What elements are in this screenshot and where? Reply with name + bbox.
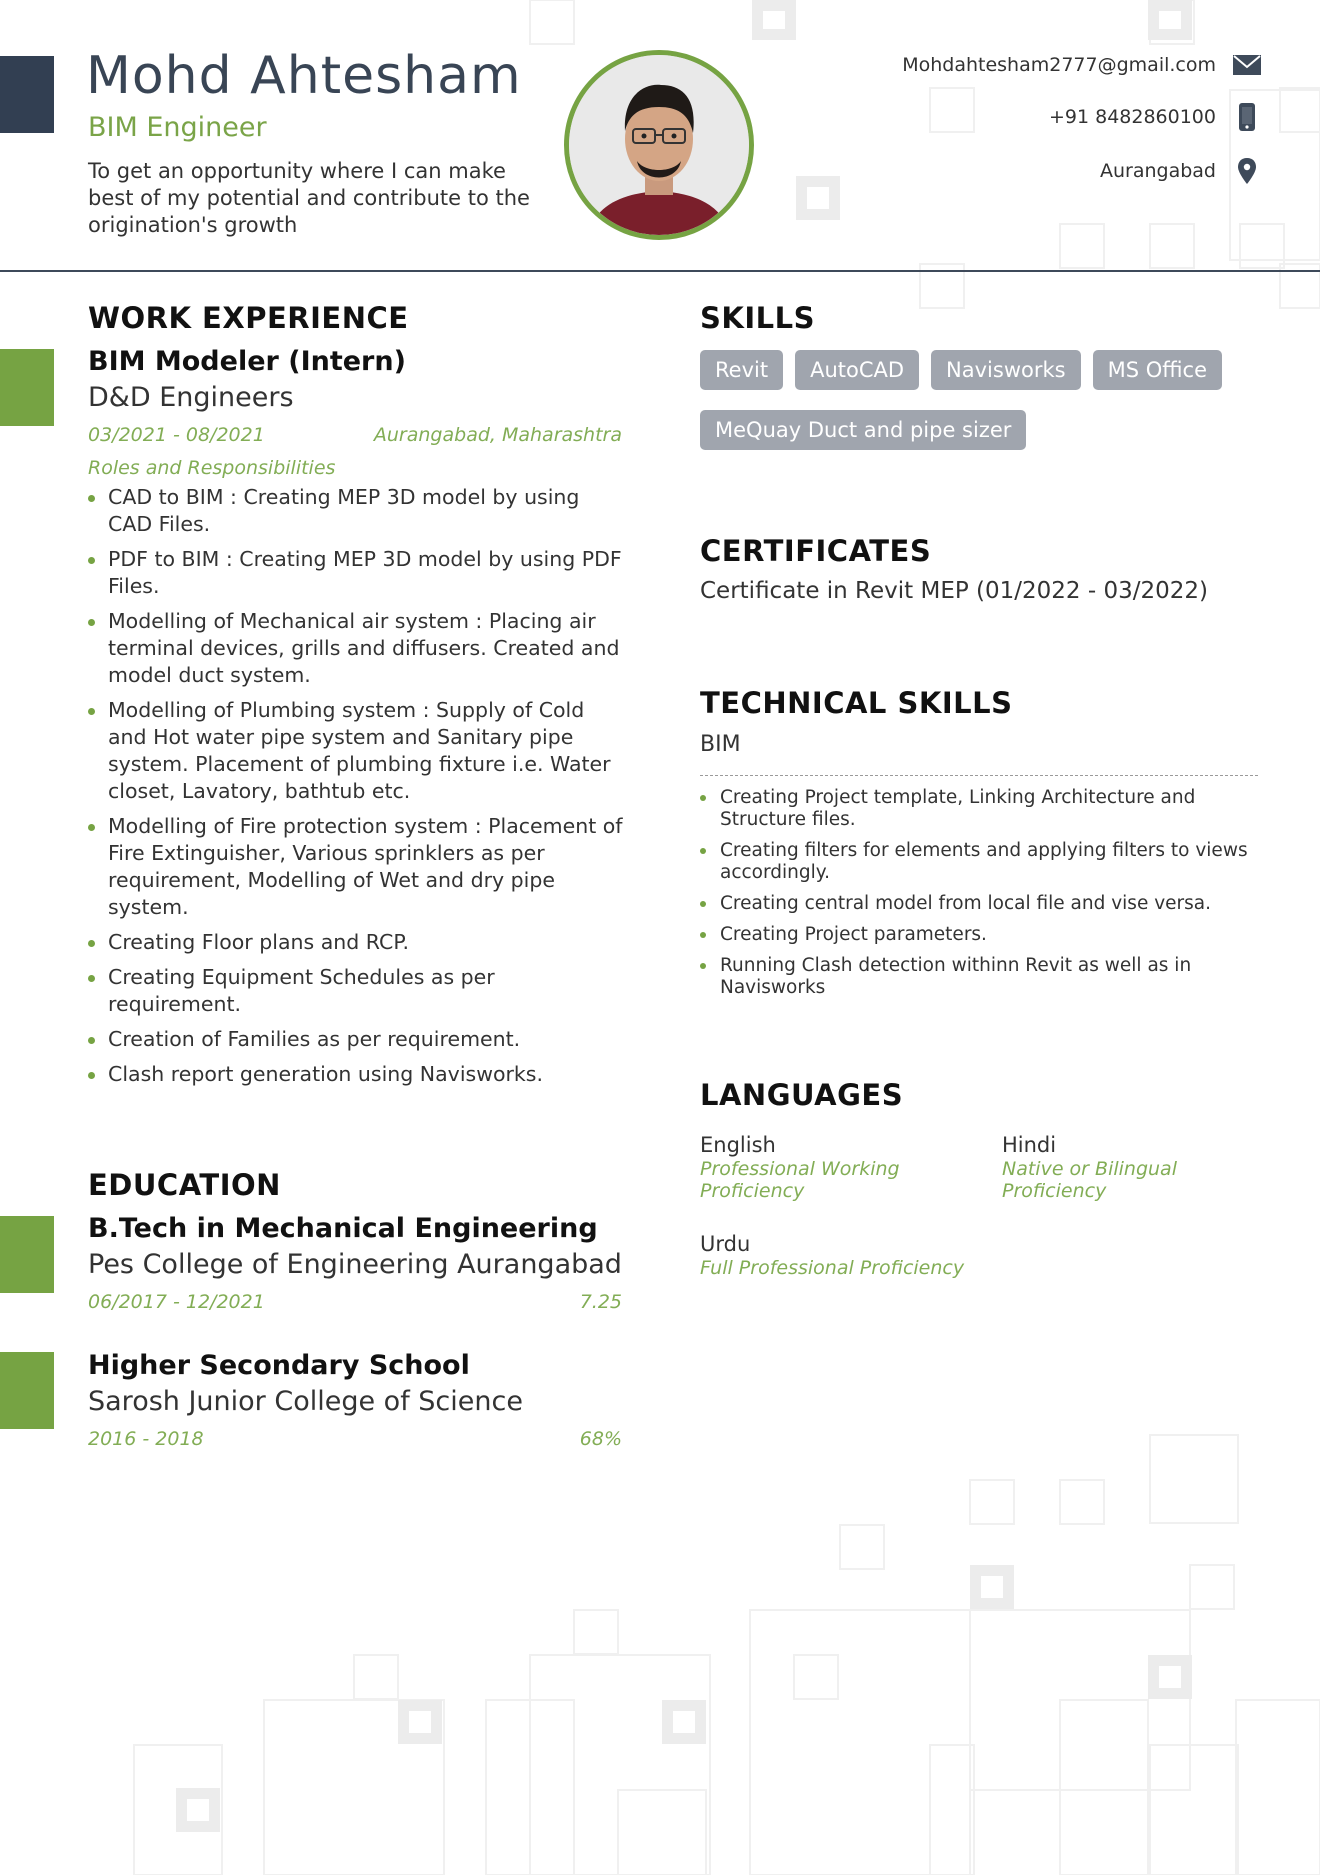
list-item: Creation of Families as per requirement. [88,1026,628,1053]
phone-text[interactable]: +91 8482860100 [1048,106,1216,128]
list-item: Modelling of Mechanical air system : Placing air terminal devices, grills and diffusers. Created and model duct system. [88,608,628,689]
technical-subheading: BIM [700,732,741,757]
language-name: English [700,1133,776,1157]
education-dates-1: 06/2017 - 12/2021 [88,1291,265,1313]
contact-location [842,156,1262,186]
education-meta-1 [88,1291,622,1313]
work-location: Aurangabad, Maharashtra [373,424,622,446]
list-item: Running Clash detection withinn Revit as well as in Navisworks [700,955,1260,999]
work-meta [88,424,622,446]
language-level: Native or Bilingual Proficiency [1002,1158,1177,1202]
skill-chip: MeQuay Duct and pipe sizer [700,410,1026,450]
career-summary: To get an opportunity where I can make best of my potential and contribute to the origination's growth [88,159,530,237]
list-item: Creating Equipment Schedules as per requirement. [88,964,628,1018]
work-accent-bar [0,349,54,426]
skills-chips [700,350,1260,470]
skill-chip: Revit [700,350,783,390]
profile-photo [564,50,754,240]
skills-heading: SKILLS [700,301,815,335]
languages-heading: LANGUAGES [700,1078,904,1112]
skill-chip: Navisworks [931,350,1081,390]
list-item: Creating Floor plans and RCP. [88,929,628,956]
work-dates: 03/2021 - 08/2021 [88,424,265,446]
education-score-1: 7.25 [579,1291,622,1313]
email-text[interactable]: Mohdahtesham2777@gmail.com [902,54,1216,76]
job-title: BIM Engineer [88,112,267,143]
technical-skills-list [700,787,1260,1008]
language-english [700,1132,950,1202]
education-dates-2: 2016 - 2018 [88,1428,204,1450]
language-hindi [1002,1132,1252,1202]
language-name: Urdu [700,1232,751,1256]
list-item: Clash report generation using Navisworks. [88,1061,628,1088]
certificates-heading: CERTIFICATES [700,534,932,568]
education-accent-bar-1 [0,1216,54,1293]
envelope-icon [1232,50,1262,80]
skill-chip: MS Office [1093,350,1222,390]
education-meta-2 [88,1428,622,1450]
certificate-item: Certificate in Revit MEP (01/2022 - 03/2022) [700,578,1209,604]
contact-phone[interactable] [842,102,1262,132]
technical-skills-heading: TECHNICAL SKILLS [700,686,1013,720]
list-item: Creating filters for elements and applying filters to views accordingly. [700,840,1260,884]
roles-label: Roles and Responsibilities [88,457,336,479]
list-item: Creating Project parameters. [700,924,1260,946]
education-score-2: 68% [579,1428,622,1450]
list-item: PDF to BIM : Creating MEP 3D model by using PDF Files. [88,546,628,600]
education-school-2: Sarosh Junior College of Science [88,1386,523,1417]
responsibilities-list [88,484,628,1096]
skill-chip: AutoCAD [795,350,919,390]
language-urdu [700,1231,1030,1279]
list-item: Creating central model from local file and vise versa. [700,893,1260,915]
education-heading: EDUCATION [88,1168,281,1202]
phone-icon [1232,102,1262,132]
language-level: Professional Working Proficiency [700,1158,900,1202]
contact-email[interactable] [842,50,1262,80]
list-item: CAD to BIM : Creating MEP 3D model by using CAD Files. [88,484,628,538]
work-experience-heading: WORK EXPERIENCE [88,301,409,335]
list-item: Modelling of Plumbing system : Supply of Cold and Hot water pipe system and Sanitary pipe system. Placement of plumbing fixture i.e. Water closet, Lavatory, bathtub etc. [88,697,628,805]
technical-divider [700,775,1258,776]
work-role: BIM Modeler (Intern) [88,346,406,377]
candidate-name: Mohd Ahtesham [86,46,522,106]
header-accent-bar [0,56,54,133]
work-company: D&D Engineers [88,382,294,413]
education-degree-2: Higher Secondary School [88,1350,470,1381]
list-item: Modelling of Fire protection system : Placement of Fire Extinguisher, Various sprinklers as per requirement, Modelling of Wet and dry pipe system. [88,813,628,921]
header-divider [0,270,1320,272]
education-degree-1: B.Tech in Mechanical Engineering [88,1213,598,1244]
location-text: Aurangabad [1099,160,1216,182]
map-pin-icon [1232,156,1262,186]
avatar-illustration [569,55,749,235]
list-item: Creating Project template, Linking Architecture and Structure files. [700,787,1260,831]
language-level: Full Professional Proficiency [700,1257,965,1279]
language-name: Hindi [1002,1133,1057,1157]
education-accent-bar-2 [0,1352,54,1429]
education-school-1: Pes College of Engineering Aurangabad [88,1249,622,1280]
